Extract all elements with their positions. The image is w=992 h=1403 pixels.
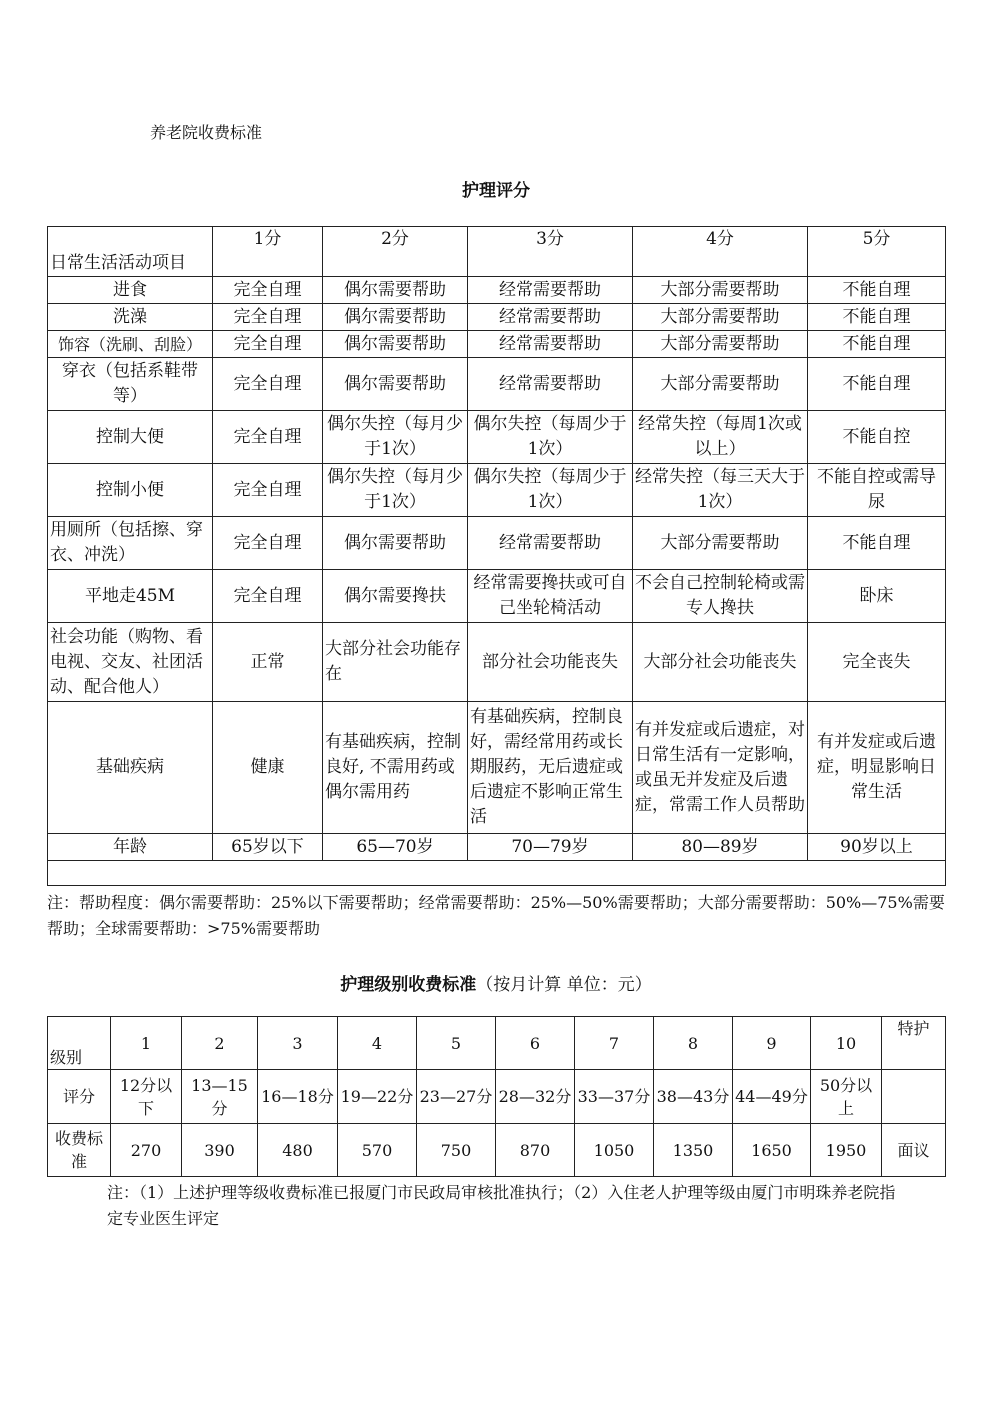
price-cell: 390: [182, 1124, 258, 1177]
table-cell: 偶尔需要帮助: [323, 358, 468, 411]
table-cell: 不会自己控制轮椅或需专人搀扶: [633, 570, 808, 623]
table-cell: 80—89岁: [633, 834, 808, 861]
table-cell: 社会功能（购物、看电视、交友、社团活动、配合他人）: [48, 623, 213, 702]
level-cell: 特护: [882, 1017, 946, 1070]
table-row: [48, 464, 946, 517]
table-row: [48, 331, 946, 358]
table-cell: 不能自理: [808, 517, 946, 570]
table-cell: 大部分社会功能存在: [323, 623, 468, 702]
table-cell: 偶尔需要搀扶: [323, 570, 468, 623]
score-cell: 28—32分: [496, 1070, 575, 1124]
row-label: 评分: [48, 1070, 111, 1124]
table-cell: 完全自理: [213, 464, 323, 517]
price-cell: 870: [496, 1124, 575, 1177]
table-cell: 完全自理: [213, 358, 323, 411]
table-cell: 大部分需要帮助: [633, 304, 808, 331]
level-cell: 8: [654, 1017, 733, 1070]
table-cell: 大部分需要帮助: [633, 331, 808, 358]
table-cell: 洗澡: [48, 304, 213, 331]
score-cell: 23—27分: [417, 1070, 496, 1124]
score-cell: 33—37分: [575, 1070, 654, 1124]
table-cell: 偶尔失控（每周少于1次）: [468, 411, 633, 464]
level-cell: 9: [733, 1017, 811, 1070]
price-cell: 1350: [654, 1124, 733, 1177]
level-cell: 10: [811, 1017, 882, 1070]
table-cell: 控制大便: [48, 411, 213, 464]
price-cell: 750: [417, 1124, 496, 1177]
header-cell: 2分: [323, 227, 468, 277]
table-cell: 经常需要帮助: [468, 358, 633, 411]
score-cell: 50分以上: [811, 1070, 882, 1124]
level-cell: 1: [111, 1017, 182, 1070]
level-cell: 5: [417, 1017, 496, 1070]
empty-cell: [48, 861, 946, 886]
table-cell: 偶尔需要帮助: [323, 331, 468, 358]
price-cell: 1050: [575, 1124, 654, 1177]
table-row: [48, 834, 946, 861]
header-cell: 日常生活活动项目: [48, 227, 213, 277]
table-cell: 大部分需要帮助: [633, 358, 808, 411]
table-cell: 用厕所（包括擦、穿衣、冲洗）: [48, 517, 213, 570]
price-cell: 面议: [882, 1124, 946, 1177]
level-cell: 2: [182, 1017, 258, 1070]
table-cell: 完全自理: [213, 304, 323, 331]
table-cell: 不能自理: [808, 358, 946, 411]
table-cell: 完全自理: [213, 570, 323, 623]
table-cell: 大部分社会功能丧失: [633, 623, 808, 702]
table-cell: 平地走45M: [48, 570, 213, 623]
fee-note: 注：（1）上述护理等级收费标准已报厦门市民政局审核批准执行；（2）入住老人护理等级由厦门市明珠养老院指定专业医生评定: [107, 1183, 896, 1228]
scoring-title: 护理评分: [462, 181, 530, 201]
table-cell: 穿衣（包括系鞋带等）: [48, 358, 213, 411]
table-cell: 经常需要帮助: [468, 277, 633, 304]
table-row: [48, 358, 946, 411]
score-cell: 13—15分: [182, 1070, 258, 1124]
table-cell: 完全自理: [213, 517, 323, 570]
score-cell: 44—49分: [733, 1070, 811, 1124]
table-cell: 完全自理: [213, 277, 323, 304]
header-cell: 4分: [633, 227, 808, 277]
table-cell: 完全自理: [213, 411, 323, 464]
table-cell: 不能自理: [808, 331, 946, 358]
table-row: [48, 304, 946, 331]
table-cell: 正常: [213, 623, 323, 702]
price-cell: 1650: [733, 1124, 811, 1177]
table-cell: 进食: [48, 277, 213, 304]
header-cell: 5分: [808, 227, 946, 277]
fee-title: 护理级别收费标准（按月计算 单位：元）: [340, 975, 652, 995]
scoring-note: 注：帮助程度：偶尔需要帮助：25%以下需要帮助；经常需要帮助：25%—50%需要帮助；大部分需要帮助：50%—75%需要帮助；全球需要帮助：>75%需要帮助: [47, 893, 945, 938]
table-cell: 偶尔失控（每月少于1次）: [323, 411, 468, 464]
score-cell: 12分以下: [111, 1070, 182, 1124]
fee-table: [47, 1016, 946, 1177]
table-cell: 完全丧失: [808, 623, 946, 702]
table-cell: 偶尔需要帮助: [323, 517, 468, 570]
table-header-row: [48, 227, 946, 277]
table-row: [48, 411, 946, 464]
table-cell: 有基础疾病，控制良好, 不需用药或偶尔需用药: [323, 702, 468, 834]
table-cell: 饰容（洗刷、刮脸）: [48, 331, 213, 358]
table-cell: 偶尔需要帮助: [323, 277, 468, 304]
table-row: [48, 277, 946, 304]
table-cell: 经常需要搀扶或可自己坐轮椅活动: [468, 570, 633, 623]
price-cell: 570: [338, 1124, 417, 1177]
level-row: [48, 1017, 946, 1070]
score-cell: [882, 1070, 946, 1124]
table-cell: 90岁以上: [808, 834, 946, 861]
level-cell: 6: [496, 1017, 575, 1070]
table-cell: 有并发症或后遗症，明显影响日常生活: [808, 702, 946, 834]
score-cell: 19—22分: [338, 1070, 417, 1124]
price-cell: 1950: [811, 1124, 882, 1177]
score-cell: 16—18分: [258, 1070, 338, 1124]
table-cell: 不能自理: [808, 277, 946, 304]
table-cell: 有并发症或后遗症，对日常生活有一定影响，或虽无并发症及后遗症，常需工作人员帮助: [633, 702, 808, 834]
table-cell: 部分社会功能丧失: [468, 623, 633, 702]
table-cell: 经常需要帮助: [468, 517, 633, 570]
table-cell: 有基础疾病，控制良好，需经常用药或长期服药，无后遗症或后遗症不影响正常生活: [468, 702, 633, 834]
page-header: 养老院收费标准: [150, 123, 263, 142]
header-cell: 1分: [213, 227, 323, 277]
score-cell: 38—43分: [654, 1070, 733, 1124]
table-cell: 大部分需要帮助: [633, 517, 808, 570]
table-cell: 完全自理: [213, 331, 323, 358]
table-cell: 控制小便: [48, 464, 213, 517]
level-cell: 7: [575, 1017, 654, 1070]
table-cell: 偶尔失控（每周少于1次）: [468, 464, 633, 517]
header-cell: 3分: [468, 227, 633, 277]
table-cell: 65—70岁: [323, 834, 468, 861]
table-row: [48, 702, 946, 834]
table-cell: 卧床: [808, 570, 946, 623]
level-cell: 3: [258, 1017, 338, 1070]
table-cell: 不能自理: [808, 304, 946, 331]
table-cell: 基础疾病: [48, 702, 213, 834]
empty-row: [48, 861, 946, 886]
table-cell: 经常需要帮助: [468, 304, 633, 331]
table-cell: 65岁以下: [213, 834, 323, 861]
table-cell: 偶尔失控（每月少于1次）: [323, 464, 468, 517]
score-row: [48, 1070, 946, 1124]
table-cell: 不能自控: [808, 411, 946, 464]
table-cell: 70—79岁: [468, 834, 633, 861]
table-cell: 年龄: [48, 834, 213, 861]
table-row: [48, 570, 946, 623]
row-label: 级别: [48, 1017, 111, 1070]
table-row: [48, 517, 946, 570]
price-cell: 270: [111, 1124, 182, 1177]
table-cell: 经常失控（每周1次或以上）: [633, 411, 808, 464]
table-cell: 大部分需要帮助: [633, 277, 808, 304]
level-cell: 4: [338, 1017, 417, 1070]
table-cell: 经常失控（每三天大于1次）: [633, 464, 808, 517]
price-row: [48, 1124, 946, 1177]
table-cell: 偶尔需要帮助: [323, 304, 468, 331]
row-label: 收费标准: [48, 1124, 111, 1177]
table-row: [48, 623, 946, 702]
scoring-table: [47, 226, 946, 886]
price-cell: 480: [258, 1124, 338, 1177]
table-cell: 经常需要帮助: [468, 331, 633, 358]
table-cell: 健康: [213, 702, 323, 834]
table-cell: 不能自控或需导尿: [808, 464, 946, 517]
